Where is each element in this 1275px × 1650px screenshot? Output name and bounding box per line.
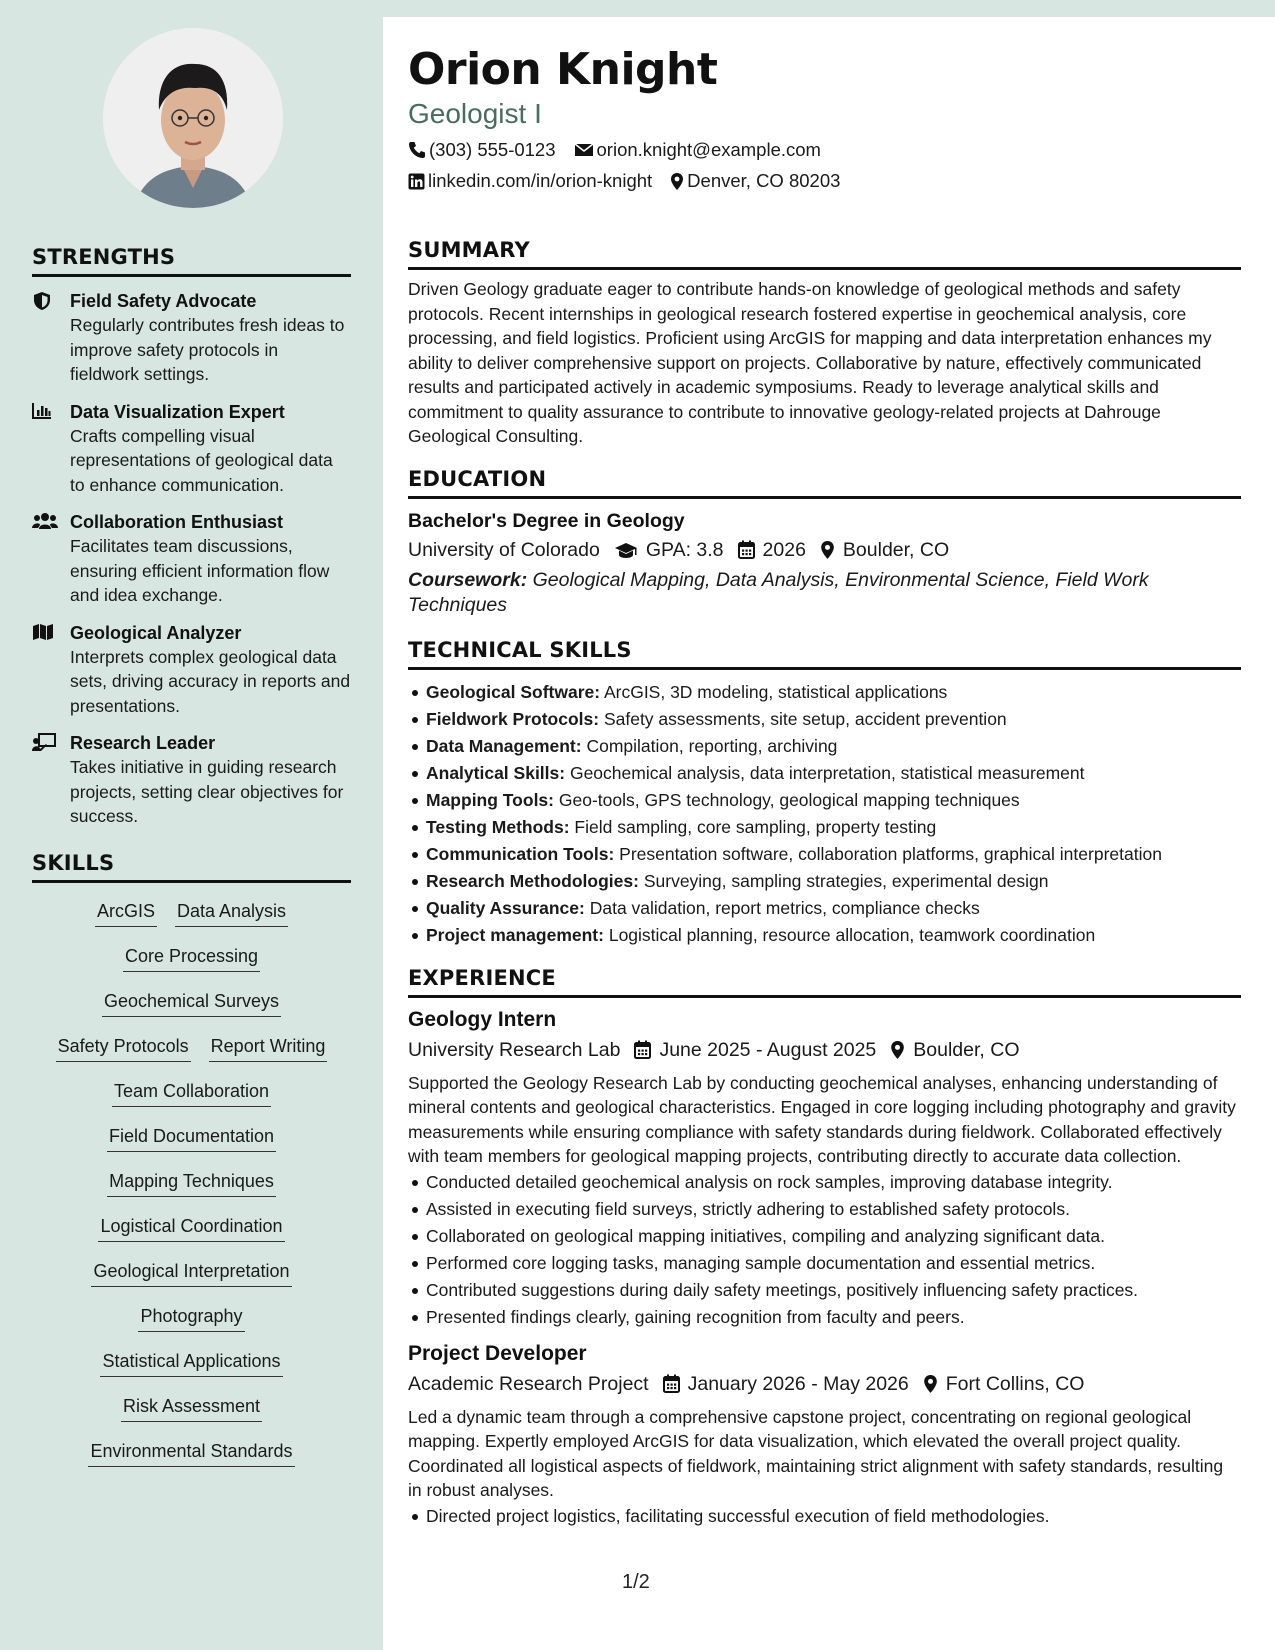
list-item: Directed project logistics, facilitating successful execution of field methodologies. [408, 1503, 1241, 1530]
list-item: Communication Tools: Presentation software, collaboration platforms, graphical interpretation [408, 841, 1241, 868]
list-item: Performed core logging tasks, managing sample documentation and essential metrics. [408, 1250, 1241, 1277]
skill-tag: Logistical Coordination [98, 1214, 284, 1242]
list-item: Presented findings clearly, gaining recognition from faculty and peers. [408, 1304, 1241, 1331]
skill-tag: Data Analysis [175, 899, 288, 927]
job-dates: June 2025 - August 2025 [634, 1036, 876, 1064]
graduation-cap-icon [614, 541, 638, 559]
skill-tag: Field Documentation [107, 1124, 276, 1152]
skill-tag: Mapping Techniques [107, 1169, 276, 1197]
map-pin-icon [923, 1374, 938, 1394]
phone-contact [408, 138, 556, 162]
skill-tag: ArcGIS [95, 899, 157, 927]
skill-tag: Team Collaboration [112, 1079, 271, 1107]
presenter-icon [32, 731, 70, 829]
phone-text: (303) 555-0123 [429, 139, 556, 160]
profile-photo [103, 28, 283, 208]
education-meta [408, 536, 1241, 564]
users-icon [32, 510, 70, 608]
technical-skills-list [408, 679, 1241, 949]
strength-item [32, 400, 351, 498]
job-location: Boulder, CO [890, 1036, 1019, 1064]
phone-icon [408, 141, 426, 159]
job-org: Academic Research Project [408, 1372, 649, 1395]
list-item: Mapping Tools: Geo-tools, GPS technology, geological mapping techniques [408, 787, 1241, 814]
linkedin-text: linkedin.com/in/orion-knight [428, 170, 653, 191]
strength-title: Collaboration Enthusiast [70, 512, 284, 532]
location-text: Denver, CO 80203 [687, 170, 841, 191]
strength-title: Geological Analyzer [70, 622, 242, 643]
list-item: Research Methodologies: Surveying, sampling strategies, experimental design [408, 868, 1241, 895]
experience-heading: EXPERIENCE [408, 966, 1241, 998]
list-item: Analytical Skills: Geochemical analysis, data interpretation, statistical measurement [408, 760, 1241, 787]
technical-skills-heading: TECHNICAL SKILLS [408, 638, 1241, 670]
location-contact [670, 169, 840, 193]
skill-tag: Geological Interpretation [91, 1259, 291, 1287]
strengths-heading: STRENGTHS [32, 245, 351, 277]
candidate-name: Orion Knight [408, 44, 718, 95]
skill-tag: Risk Assessment [121, 1394, 262, 1422]
strength-desc: Regularly contributes fresh ideas to improve safety protocols in fieldwork settings. [70, 315, 345, 384]
main-content [408, 0, 1241, 1530]
list-item: Geological Software: ArcGIS, 3D modeling, statistical applications [408, 679, 1241, 706]
strength-item [32, 731, 351, 829]
skill-tag: Environmental Standards [88, 1439, 294, 1467]
strength-item [32, 289, 351, 387]
job-org: University Research Lab [408, 1038, 621, 1061]
skill-tag: Report Writing [209, 1034, 328, 1062]
skills-heading: SKILLS [32, 851, 351, 883]
list-item: Collaborated on geological mapping initiatives, compiling and analyzing significant data. [408, 1223, 1241, 1250]
school-name: University of Colorado [408, 538, 600, 561]
list-item: Assisted in executing field surveys, strictly adhering to established safety protocols. [408, 1196, 1241, 1223]
strength-desc: Crafts compelling visual representations of geological data to enhance communication. [70, 425, 333, 495]
map-pin-icon [890, 1040, 905, 1060]
skill-tag: Safety Protocols [56, 1034, 191, 1062]
strength-item [32, 510, 351, 608]
job-meta [408, 1370, 1241, 1398]
summary-heading: SUMMARY [408, 238, 1241, 270]
job-role: Geology Intern [408, 1007, 557, 1031]
skill-tag: Core Processing [123, 944, 260, 972]
shield-icon [32, 289, 70, 387]
linkedin-contact[interactable] [408, 169, 652, 193]
list-item: Data Management: Compilation, reporting, archiving [408, 733, 1241, 760]
map-pin-icon [670, 172, 684, 191]
list-item: Contributed suggestions during daily safety meetings, positively influencing safety practices. [408, 1277, 1241, 1304]
list-item: Fieldwork Protocols: Safety assessments, site setup, accident prevention [408, 706, 1241, 733]
job-dates: January 2026 - May 2026 [663, 1370, 909, 1398]
coursework: Coursework: Geological Mapping, Data Analysis, Environmental Science, Field Work Techniques [408, 568, 1149, 616]
gpa: GPA: 3.8 [614, 536, 724, 564]
calendar-icon [738, 540, 755, 559]
strength-title: Data Visualization Expert [70, 401, 285, 422]
strength-desc: Interprets complex geological data sets, driving accuracy in reports and presentations. [70, 646, 351, 716]
map-pin-icon [820, 540, 835, 560]
skill-tag: Photography [138, 1304, 244, 1332]
list-item: Quality Assurance: Data validation, report metrics, compliance checks [408, 895, 1241, 922]
job-summary: Supported the Geology Research Lab by conducting geochemical analyses, enhancing understanding of mineral contents and geological characteristics. Engaged in core logging including photography and gravity measurements while ensuring compliance with safety standards during fieldwork. Collaborated effectively with team members for geological mapping projects, contributing directly to accurate data collection. [408, 1072, 1236, 1166]
envelope-icon [574, 142, 594, 158]
map-icon [32, 621, 70, 719]
job-summary: Led a dynamic team through a comprehensive capstone project, concentrating on regional geological mapping. Expertly employed ArcGIS for data visualization, which elevated the overall project quality. Coordinated all logistical aspects of fieldwork, maintaining strict alignment with safety standards, resulting in robust analyses. [408, 1406, 1224, 1500]
degree-title: Bachelor's Degree in Geology [408, 509, 685, 532]
job-bullets [408, 1169, 1241, 1331]
strength-desc: Facilitates team discussions, ensuring efficient information flow and idea exchange. [70, 536, 330, 605]
strength-item [32, 621, 351, 719]
job-title: Geologist I [408, 98, 542, 129]
job-location: Fort Collins, CO [923, 1370, 1085, 1398]
email-contact[interactable] [574, 138, 821, 162]
job-meta [408, 1036, 1241, 1064]
strength-desc: Takes initiative in guiding research projects, setting clear objectives for success. [70, 757, 344, 826]
strength-title: Research Leader [70, 733, 216, 753]
contact-row-2 [408, 169, 1241, 193]
list-item: Testing Methods: Field sampling, core sampling, property testing [408, 814, 1241, 841]
page-number: 1/2 [622, 1571, 650, 1593]
edu-location: Boulder, CO [820, 536, 949, 564]
strength-title: Field Safety Advocate [70, 291, 257, 311]
linkedin-icon [408, 173, 425, 190]
list-item: Conducted detailed geochemical analysis on rock samples, improving database integrity. [408, 1169, 1241, 1196]
job-role: Project Developer [408, 1341, 587, 1365]
skill-tag: Geochemical Surveys [102, 989, 281, 1017]
job-bullets [408, 1503, 1241, 1530]
skill-tag: Statistical Applications [100, 1349, 282, 1377]
calendar-icon [634, 1040, 651, 1059]
strengths-list [32, 289, 351, 829]
summary-text: Driven Geology graduate eager to contribute hands-on knowledge of geological methods and safety protocols. Recent internships in geological research fostered expertise in geochemical analysis, core processing, and field logistics. Proficient using ArcGIS for mapping and data interpretation enhances my ability to deliver comprehensive support on projects. Collaborative by nature, effectively communicated results and participated actively in academic symposiums. Ready to leverage analytical skills and commitment to quality assurance to contribute to innovative geology-related projects at Dahrouge Geological Consulting. [408, 279, 1212, 446]
calendar-icon [663, 1374, 680, 1393]
skills-list [32, 895, 351, 1480]
grad-year: 2026 [738, 536, 806, 564]
sidebar [0, 0, 383, 1650]
list-item: Project management: Logistical planning, resource allocation, teamwork coordination [408, 922, 1241, 949]
chart-icon [32, 400, 70, 498]
email-text: orion.knight@example.com [596, 139, 821, 160]
contact-row [408, 138, 1241, 162]
education-heading: EDUCATION [408, 467, 1241, 499]
